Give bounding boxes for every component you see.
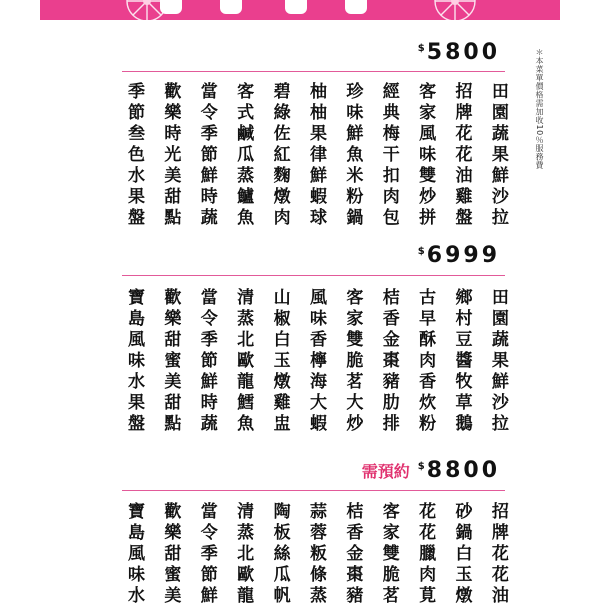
dish-item: 客家雙脆茗大炒 — [342, 288, 363, 435]
price-header-8800 — [362, 458, 500, 484]
dish-list-5800 — [124, 82, 508, 229]
dish-item: 桔香金棗豬肋排 — [378, 288, 399, 435]
dish-item: 珍味鮮魚米粉鍋 — [342, 82, 363, 229]
dish-item: 山椒白玉燉雞盅 — [269, 288, 290, 435]
dish-item: 碧綠佐紅麴燉肉 — [269, 82, 290, 229]
dish-item: 當令季節鮮時蔬 — [196, 82, 217, 229]
dish-item: 清蒸北歐龍鱈魚 — [233, 288, 254, 435]
dish-list-8800 — [124, 502, 508, 607]
dish-item: 當令季節鮮 — [196, 502, 217, 607]
dish-item: 當令季節鮮時蔬 — [196, 288, 217, 435]
currency-symbol: $ — [417, 246, 425, 257]
reservation-required-label: 需預約 — [361, 462, 410, 481]
dish-item: 鄉村豆醬牧草鵝 — [451, 288, 472, 435]
dish-item: 客家風味雙炒拼 — [415, 82, 436, 229]
dish-item: 風味香檸海大蝦 — [305, 288, 326, 435]
dish-item: 蒜蓉粄條蒸 — [305, 502, 326, 607]
section-divider — [122, 490, 505, 491]
header-banner — [40, 0, 560, 20]
set-price: 6999 — [426, 243, 500, 268]
flower-ornament-icon — [410, 0, 500, 20]
dish-item: 柚柚果律鮮蝦球 — [305, 82, 326, 229]
dish-item: 古早酥肉香炊粉 — [415, 288, 436, 435]
dish-item: 招牌花花油雞盤 — [451, 82, 472, 229]
dish-item: 寶島風味水 — [124, 502, 144, 607]
currency-symbol: $ — [417, 461, 425, 472]
section-divider — [122, 275, 505, 276]
dish-item: 寶島風味水果盤 — [124, 288, 144, 435]
dish-item: 經典梅干扣肉包 — [378, 82, 399, 229]
dish-list-6999 — [124, 288, 508, 435]
dish-item: 招牌花花油 — [487, 502, 508, 607]
price-header-6999 — [418, 243, 500, 269]
currency-symbol: $ — [417, 43, 425, 54]
set-price: 5800 — [426, 40, 500, 65]
dish-item: 砂鍋白玉燉 — [451, 502, 472, 607]
title-glyph — [220, 0, 242, 14]
set-price: 8800 — [426, 458, 500, 483]
dish-item: 桔香金棗豬 — [342, 502, 363, 607]
dish-item: 歡樂甜蜜美甜點 — [160, 288, 181, 435]
title-glyph — [285, 0, 307, 14]
dish-item: 田園蔬果鮮沙拉 — [487, 82, 508, 229]
dish-item: 季節叁色水果盤 — [124, 82, 144, 229]
dish-item: 花花臘肉莧 — [415, 502, 436, 607]
dish-item: 陶板絲瓜帆 — [269, 502, 290, 607]
dish-item: 客家雙脆茗 — [378, 502, 399, 607]
section-divider — [122, 71, 505, 72]
price-header-5800 — [418, 40, 500, 66]
dish-item: 田園蔬果鮮沙拉 — [487, 288, 508, 435]
dish-item: 歡樂甜蜜美 — [160, 502, 181, 607]
title-glyph — [345, 0, 367, 14]
dish-item: 清蒸北歐龍 — [233, 502, 254, 607]
flower-ornament-icon — [102, 0, 192, 20]
dish-item: 客式鹹瓜蒸鱸魚 — [233, 82, 254, 229]
service-charge-note: ＊本菜單價格需加收10％服務費 — [535, 48, 544, 170]
dish-item: 歡樂時光美甜點 — [160, 82, 181, 229]
